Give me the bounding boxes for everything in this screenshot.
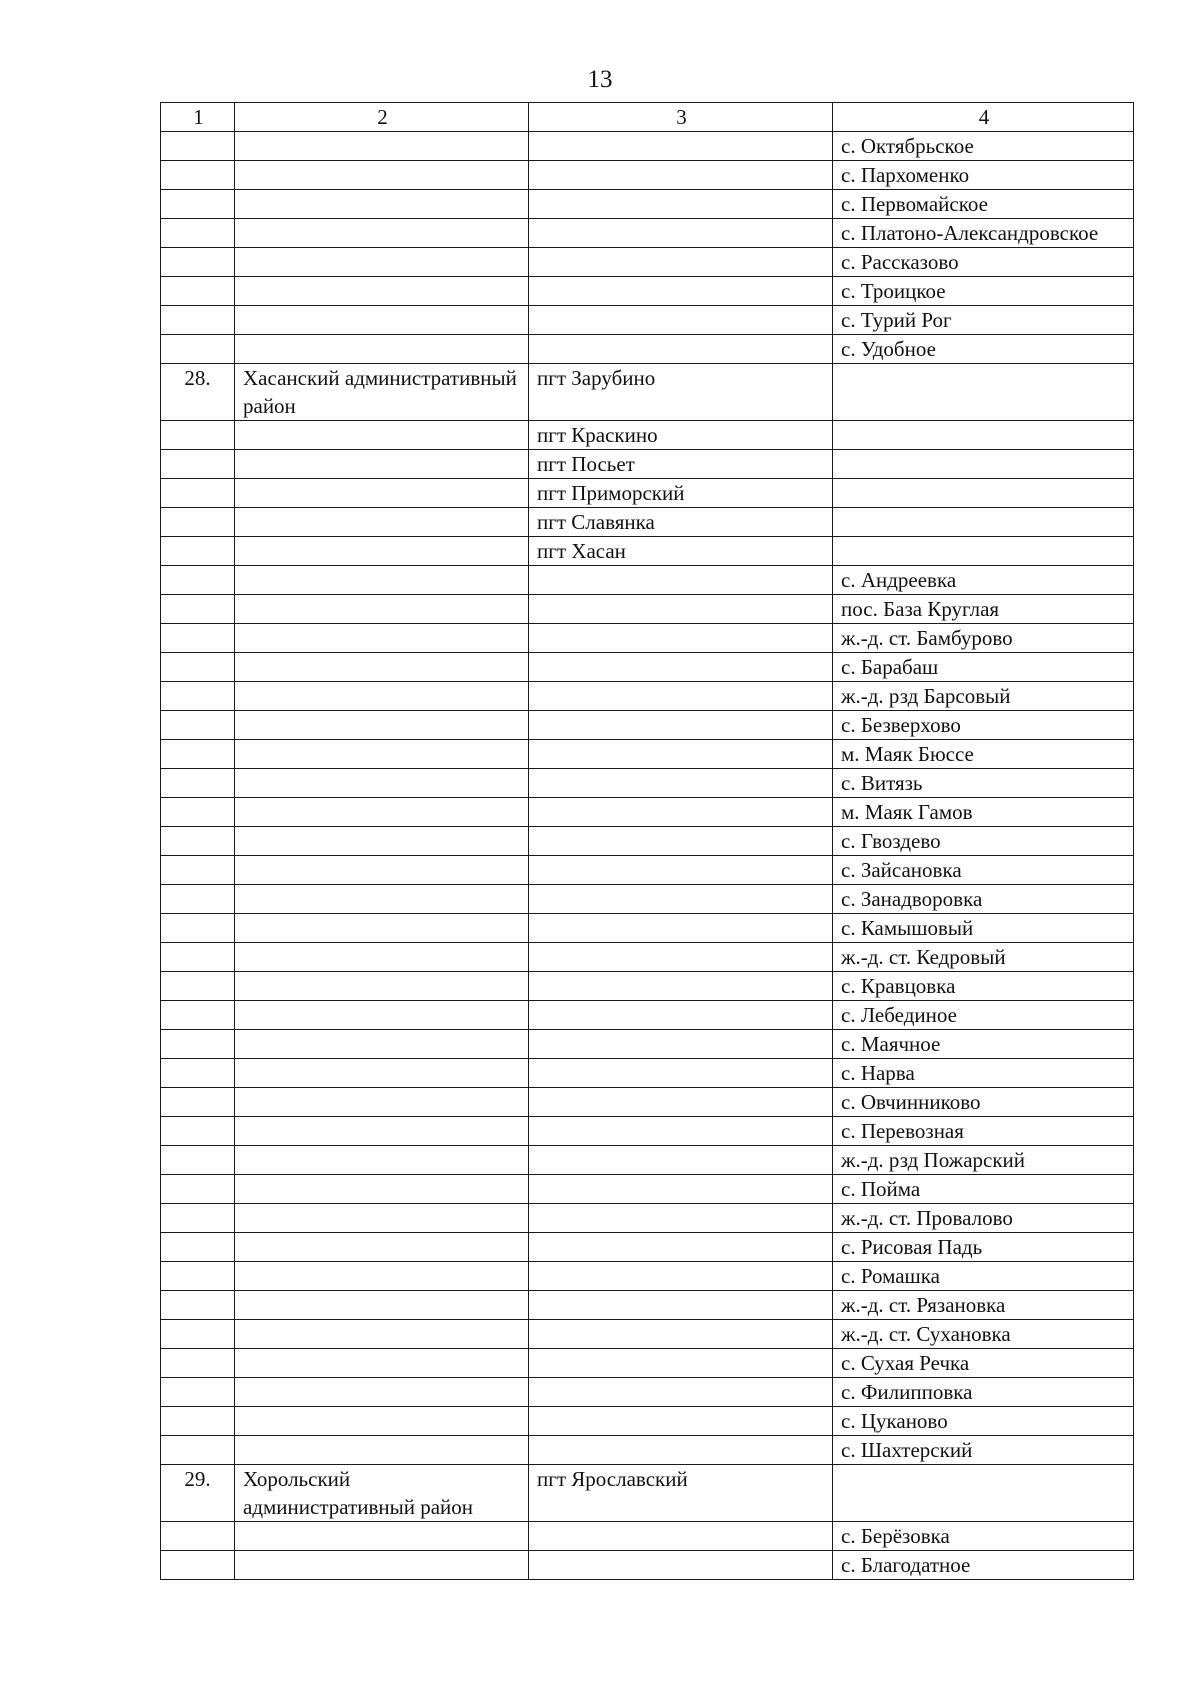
table-row bbox=[161, 479, 1134, 508]
district-name: Хорольский административный район bbox=[235, 1465, 529, 1522]
row-number: 29. bbox=[161, 1465, 235, 1522]
table-row bbox=[161, 1175, 1134, 1204]
district-name bbox=[235, 132, 529, 161]
rural-settlement bbox=[833, 450, 1134, 479]
column-header-2: 2 bbox=[235, 103, 529, 132]
rural-settlement bbox=[833, 1465, 1134, 1522]
page-number: 13 bbox=[587, 66, 613, 93]
row-number bbox=[161, 1204, 235, 1233]
urban-settlement bbox=[529, 1059, 833, 1088]
row-number bbox=[161, 1522, 235, 1551]
rural-settlement: ж.-д. ст. Рязановка bbox=[833, 1291, 1134, 1320]
district-name bbox=[235, 1146, 529, 1175]
urban-settlement bbox=[529, 248, 833, 277]
urban-settlement bbox=[529, 943, 833, 972]
row-number bbox=[161, 1030, 235, 1059]
urban-settlement bbox=[529, 1088, 833, 1117]
urban-settlement bbox=[529, 1262, 833, 1291]
rural-settlement: ж.-д. рзд Барсовый bbox=[833, 682, 1134, 711]
row-number bbox=[161, 1088, 235, 1117]
table-row bbox=[161, 1204, 1134, 1233]
district-name bbox=[235, 885, 529, 914]
table-row bbox=[161, 1088, 1134, 1117]
row-number bbox=[161, 682, 235, 711]
district-name bbox=[235, 1030, 529, 1059]
rural-settlement bbox=[833, 364, 1134, 421]
rural-settlement: с. Филипповка bbox=[833, 1378, 1134, 1407]
row-number bbox=[161, 508, 235, 537]
row-number bbox=[161, 1175, 235, 1204]
rural-settlement: с. Нарва bbox=[833, 1059, 1134, 1088]
rural-settlement: с. Безверхово bbox=[833, 711, 1134, 740]
table-header bbox=[161, 103, 1134, 132]
row-number bbox=[161, 566, 235, 595]
urban-settlement bbox=[529, 306, 833, 335]
table-row bbox=[161, 1522, 1134, 1551]
table-row bbox=[161, 1030, 1134, 1059]
district-name bbox=[235, 306, 529, 335]
district-name bbox=[235, 914, 529, 943]
row-number bbox=[161, 740, 235, 769]
district-name bbox=[235, 1378, 529, 1407]
district-name bbox=[235, 856, 529, 885]
row-number bbox=[161, 624, 235, 653]
rural-settlement: с. Маячное bbox=[833, 1030, 1134, 1059]
district-name bbox=[235, 537, 529, 566]
rural-settlement: с. Платоно-Александровское bbox=[833, 219, 1134, 248]
rural-settlement: ж.-д. ст. Сухановка bbox=[833, 1320, 1134, 1349]
row-number bbox=[161, 190, 235, 219]
row-number bbox=[161, 479, 235, 508]
urban-settlement bbox=[529, 1320, 833, 1349]
rural-settlement: пос. База Круглая bbox=[833, 595, 1134, 624]
urban-settlement: пгт Краскино bbox=[529, 421, 833, 450]
row-number bbox=[161, 161, 235, 190]
table-row bbox=[161, 421, 1134, 450]
table-row bbox=[161, 856, 1134, 885]
table-row bbox=[161, 190, 1134, 219]
row-number bbox=[161, 306, 235, 335]
urban-settlement bbox=[529, 827, 833, 856]
row-number bbox=[161, 1117, 235, 1146]
table-row bbox=[161, 277, 1134, 306]
rural-settlement: с. Андреевка bbox=[833, 566, 1134, 595]
district-name bbox=[235, 219, 529, 248]
urban-settlement bbox=[529, 190, 833, 219]
table-row bbox=[161, 1001, 1134, 1030]
rural-settlement: с. Шахтерский bbox=[833, 1436, 1134, 1465]
row-number bbox=[161, 450, 235, 479]
header-row bbox=[161, 103, 1134, 132]
rural-settlement: с. Перевозная bbox=[833, 1117, 1134, 1146]
district-name bbox=[235, 1175, 529, 1204]
rural-settlement bbox=[833, 537, 1134, 566]
table-row bbox=[161, 769, 1134, 798]
row-number bbox=[161, 219, 235, 248]
table-row bbox=[161, 248, 1134, 277]
urban-settlement bbox=[529, 885, 833, 914]
row-number bbox=[161, 1378, 235, 1407]
district-name bbox=[235, 1291, 529, 1320]
rural-settlement bbox=[833, 421, 1134, 450]
district-name bbox=[235, 566, 529, 595]
row-number bbox=[161, 1320, 235, 1349]
table-row bbox=[161, 943, 1134, 972]
rural-settlement: ж.-д. ст. Кедровый bbox=[833, 943, 1134, 972]
rural-settlement: с. Витязь bbox=[833, 769, 1134, 798]
urban-settlement bbox=[529, 1551, 833, 1580]
table-row bbox=[161, 335, 1134, 364]
table-row bbox=[161, 1436, 1134, 1465]
rural-settlement: с. Рисовая Падь bbox=[833, 1233, 1134, 1262]
row-number bbox=[161, 335, 235, 364]
urban-settlement bbox=[529, 856, 833, 885]
table-row bbox=[161, 566, 1134, 595]
table-row bbox=[161, 653, 1134, 682]
table-row bbox=[161, 827, 1134, 856]
district-name bbox=[235, 479, 529, 508]
district-name bbox=[235, 1001, 529, 1030]
urban-settlement bbox=[529, 1204, 833, 1233]
row-number bbox=[161, 827, 235, 856]
row-number bbox=[161, 1349, 235, 1378]
urban-settlement: пгт Славянка bbox=[529, 508, 833, 537]
urban-settlement bbox=[529, 277, 833, 306]
column-header-4: 4 bbox=[833, 103, 1134, 132]
urban-settlement: пгт Приморский bbox=[529, 479, 833, 508]
district-name bbox=[235, 595, 529, 624]
rural-settlement: с. Благодатное bbox=[833, 1551, 1134, 1580]
table-row bbox=[161, 1059, 1134, 1088]
district-name bbox=[235, 190, 529, 219]
table-row bbox=[161, 798, 1134, 827]
rural-settlement: м. Маяк Бюссе bbox=[833, 740, 1134, 769]
table-row bbox=[161, 1551, 1134, 1580]
row-number bbox=[161, 798, 235, 827]
rural-settlement: с. Ромашка bbox=[833, 1262, 1134, 1291]
rural-settlement: с. Пойма bbox=[833, 1175, 1134, 1204]
district-name bbox=[235, 1349, 529, 1378]
row-number bbox=[161, 769, 235, 798]
table-row bbox=[161, 595, 1134, 624]
district-name bbox=[235, 1088, 529, 1117]
table-row bbox=[161, 364, 1134, 421]
rural-settlement: с. Камышовый bbox=[833, 914, 1134, 943]
rural-settlement: с. Сухая Речка bbox=[833, 1349, 1134, 1378]
urban-settlement bbox=[529, 132, 833, 161]
district-name bbox=[235, 508, 529, 537]
district-name bbox=[235, 1522, 529, 1551]
district-name bbox=[235, 827, 529, 856]
row-number bbox=[161, 885, 235, 914]
row-number bbox=[161, 1262, 235, 1291]
table-row bbox=[161, 1117, 1134, 1146]
row-number bbox=[161, 248, 235, 277]
settlements-table bbox=[160, 102, 1134, 1580]
table-row bbox=[161, 1465, 1134, 1522]
urban-settlement bbox=[529, 624, 833, 653]
urban-settlement: пгт Посьет bbox=[529, 450, 833, 479]
urban-settlement: пгт Хасан bbox=[529, 537, 833, 566]
urban-settlement bbox=[529, 161, 833, 190]
district-name bbox=[235, 1233, 529, 1262]
urban-settlement bbox=[529, 798, 833, 827]
table-row bbox=[161, 1320, 1134, 1349]
row-number bbox=[161, 1146, 235, 1175]
row-number bbox=[161, 595, 235, 624]
rural-settlement: ж.-д. рзд Пожарский bbox=[833, 1146, 1134, 1175]
urban-settlement bbox=[529, 1117, 833, 1146]
district-name bbox=[235, 769, 529, 798]
rural-settlement: ж.-д. ст. Бамбурово bbox=[833, 624, 1134, 653]
row-number bbox=[161, 711, 235, 740]
row-number bbox=[161, 914, 235, 943]
rural-settlement: с. Берёзовка bbox=[833, 1522, 1134, 1551]
district-name bbox=[235, 624, 529, 653]
rural-settlement: с. Лебединое bbox=[833, 1001, 1134, 1030]
district-name bbox=[235, 335, 529, 364]
rural-settlement: с. Пархоменко bbox=[833, 161, 1134, 190]
urban-settlement bbox=[529, 1522, 833, 1551]
district-name bbox=[235, 1059, 529, 1088]
district-name: Хасанский административный район bbox=[235, 364, 529, 421]
urban-settlement bbox=[529, 566, 833, 595]
urban-settlement bbox=[529, 711, 833, 740]
urban-settlement bbox=[529, 740, 833, 769]
rural-settlement bbox=[833, 479, 1134, 508]
district-name bbox=[235, 248, 529, 277]
table-row bbox=[161, 1146, 1134, 1175]
row-number bbox=[161, 653, 235, 682]
district-name bbox=[235, 1407, 529, 1436]
table-row bbox=[161, 1233, 1134, 1262]
table-row bbox=[161, 537, 1134, 566]
table-row bbox=[161, 1291, 1134, 1320]
urban-settlement bbox=[529, 1378, 833, 1407]
rural-settlement: с. Турий Рог bbox=[833, 306, 1134, 335]
urban-settlement bbox=[529, 682, 833, 711]
table-row bbox=[161, 132, 1134, 161]
district-name bbox=[235, 421, 529, 450]
row-number bbox=[161, 537, 235, 566]
row-number bbox=[161, 132, 235, 161]
rural-settlement: с. Овчинниково bbox=[833, 1088, 1134, 1117]
row-number bbox=[161, 1233, 235, 1262]
urban-settlement bbox=[529, 1001, 833, 1030]
rural-settlement: с. Кравцовка bbox=[833, 972, 1134, 1001]
rural-settlement: с. Барабаш bbox=[833, 653, 1134, 682]
rural-settlement: с. Удобное bbox=[833, 335, 1134, 364]
district-name bbox=[235, 450, 529, 479]
row-number bbox=[161, 1551, 235, 1580]
urban-settlement bbox=[529, 1291, 833, 1320]
row-number bbox=[161, 943, 235, 972]
urban-settlement bbox=[529, 914, 833, 943]
row-number bbox=[161, 1407, 235, 1436]
urban-settlement: пгт Зарубино bbox=[529, 364, 833, 421]
rural-settlement: с. Гвоздево bbox=[833, 827, 1134, 856]
rural-settlement: с. Троицкое bbox=[833, 277, 1134, 306]
urban-settlement bbox=[529, 653, 833, 682]
table-body bbox=[161, 132, 1134, 1580]
district-name bbox=[235, 1551, 529, 1580]
table-row bbox=[161, 624, 1134, 653]
row-number bbox=[161, 1059, 235, 1088]
table-row bbox=[161, 1378, 1134, 1407]
district-name bbox=[235, 653, 529, 682]
rural-settlement: ж.-д. ст. Провалово bbox=[833, 1204, 1134, 1233]
table-row bbox=[161, 161, 1134, 190]
rural-settlement: с. Цуканово bbox=[833, 1407, 1134, 1436]
table-row bbox=[161, 972, 1134, 1001]
urban-settlement bbox=[529, 1407, 833, 1436]
urban-settlement: пгт Ярославский bbox=[529, 1465, 833, 1522]
table-row bbox=[161, 450, 1134, 479]
urban-settlement bbox=[529, 1146, 833, 1175]
urban-settlement bbox=[529, 1436, 833, 1465]
table-row bbox=[161, 914, 1134, 943]
urban-settlement bbox=[529, 595, 833, 624]
row-number bbox=[161, 856, 235, 885]
urban-settlement bbox=[529, 972, 833, 1001]
urban-settlement bbox=[529, 1030, 833, 1059]
row-number bbox=[161, 1436, 235, 1465]
rural-settlement: с. Зайсановка bbox=[833, 856, 1134, 885]
district-name bbox=[235, 161, 529, 190]
rural-settlement: м. Маяк Гамов bbox=[833, 798, 1134, 827]
table-row bbox=[161, 1407, 1134, 1436]
column-header-3: 3 bbox=[529, 103, 833, 132]
district-name bbox=[235, 1436, 529, 1465]
district-name bbox=[235, 972, 529, 1001]
table-row bbox=[161, 1349, 1134, 1378]
urban-settlement bbox=[529, 769, 833, 798]
row-number bbox=[161, 972, 235, 1001]
district-name bbox=[235, 1204, 529, 1233]
table-row bbox=[161, 740, 1134, 769]
row-number: 28. bbox=[161, 364, 235, 421]
table-row bbox=[161, 885, 1134, 914]
table-row bbox=[161, 711, 1134, 740]
table-row bbox=[161, 508, 1134, 537]
urban-settlement bbox=[529, 219, 833, 248]
district-name bbox=[235, 1262, 529, 1291]
row-number bbox=[161, 277, 235, 306]
table-row bbox=[161, 219, 1134, 248]
district-name bbox=[235, 1117, 529, 1146]
district-name bbox=[235, 682, 529, 711]
row-number bbox=[161, 1291, 235, 1320]
table-row bbox=[161, 306, 1134, 335]
district-name bbox=[235, 1320, 529, 1349]
urban-settlement bbox=[529, 1349, 833, 1378]
rural-settlement: с. Октябрьское bbox=[833, 132, 1134, 161]
district-name bbox=[235, 798, 529, 827]
district-name bbox=[235, 740, 529, 769]
table-row bbox=[161, 682, 1134, 711]
row-number bbox=[161, 1001, 235, 1030]
district-name bbox=[235, 277, 529, 306]
rural-settlement bbox=[833, 508, 1134, 537]
district-name bbox=[235, 711, 529, 740]
urban-settlement bbox=[529, 1175, 833, 1204]
urban-settlement bbox=[529, 1233, 833, 1262]
district-name bbox=[235, 943, 529, 972]
row-number bbox=[161, 421, 235, 450]
table-row bbox=[161, 1262, 1134, 1291]
urban-settlement bbox=[529, 335, 833, 364]
rural-settlement: с. Занадворовка bbox=[833, 885, 1134, 914]
rural-settlement: с. Рассказово bbox=[833, 248, 1134, 277]
column-header-1: 1 bbox=[161, 103, 235, 132]
rural-settlement: с. Первомайское bbox=[833, 190, 1134, 219]
